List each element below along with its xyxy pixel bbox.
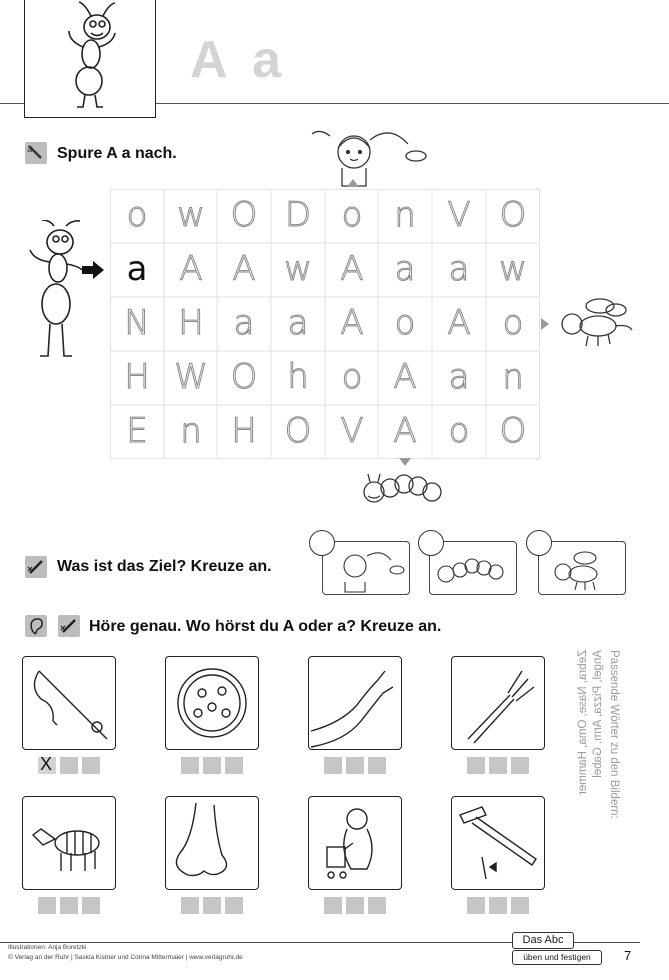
goal-checkbox-girl[interactable] xyxy=(309,530,335,556)
fly-illustration xyxy=(554,292,644,352)
grid-cell xyxy=(432,297,486,351)
grid-letter: o xyxy=(341,195,363,235)
grid-cell xyxy=(217,243,271,297)
grid-cell xyxy=(164,243,218,297)
grid-letter: A xyxy=(447,303,471,343)
fly-thumbnail xyxy=(539,542,625,594)
answer-square[interactable] xyxy=(467,897,485,914)
footer-tag-abc: Das Abc xyxy=(512,932,574,949)
grid-cell xyxy=(110,297,164,351)
grid-cell xyxy=(325,405,379,459)
fishing-rod-drawing xyxy=(23,657,115,749)
answer-square[interactable] xyxy=(324,897,342,914)
grid-letter: H xyxy=(178,303,204,343)
picture-nose xyxy=(165,796,259,890)
header-letters: A a xyxy=(190,31,287,89)
answer-square[interactable] xyxy=(203,897,221,914)
side-note-line2: Zebra, Nase, Oma, Hammer xyxy=(577,650,589,796)
grid-cell xyxy=(164,297,218,351)
task1-instruction: Spure A a nach. xyxy=(57,145,177,162)
grid-cell xyxy=(271,351,325,405)
grid-cell xyxy=(432,405,486,459)
grid-letter: o xyxy=(502,303,524,343)
arm-drawing xyxy=(309,657,401,749)
grid-cell xyxy=(271,297,325,351)
picture-fishing-rod xyxy=(22,656,116,750)
grid-letter: a xyxy=(394,249,416,289)
grid-letter: O xyxy=(230,357,258,397)
goal-option-girl[interactable] xyxy=(322,541,410,595)
grid-letter: o xyxy=(126,195,148,235)
pizza-drawing xyxy=(166,657,258,749)
start-arrow-icon xyxy=(82,261,104,284)
answer-square[interactable] xyxy=(467,757,485,774)
zebra-drawing xyxy=(23,797,115,889)
grid-cell xyxy=(432,243,486,297)
side-note xyxy=(576,650,636,835)
grid-letter: A xyxy=(393,411,417,451)
answer-square[interactable] xyxy=(346,897,364,914)
letter-grid xyxy=(110,189,540,459)
answer-square[interactable] xyxy=(489,897,507,914)
ant-picture-frame xyxy=(24,0,156,118)
grid-cell xyxy=(378,405,432,459)
grid-letter: w xyxy=(284,249,312,289)
cross-mark: X xyxy=(40,754,53,774)
answer-squares xyxy=(181,757,243,774)
grid-letter: a xyxy=(448,357,470,397)
top-arrow-icon xyxy=(347,179,359,187)
answer-squares xyxy=(467,897,529,914)
fork-drawing xyxy=(452,657,544,749)
grid-letter: A xyxy=(340,249,364,289)
footer-tag-practice: üben und festigen xyxy=(512,950,602,965)
answer-squares xyxy=(38,754,100,774)
grid-letter: a xyxy=(448,249,470,289)
grid-cell xyxy=(378,351,432,405)
ear-icon xyxy=(25,615,47,637)
picture-grandma xyxy=(308,796,402,890)
page-number: 7 xyxy=(624,948,632,963)
answer-square[interactable] xyxy=(38,897,56,914)
grid-cell xyxy=(271,243,325,297)
goal-option-fly[interactable] xyxy=(538,541,626,595)
grid-letter: E xyxy=(126,411,148,451)
grid-cell xyxy=(164,405,218,459)
pencil-icon xyxy=(25,142,47,164)
grid-letter: o xyxy=(394,303,416,343)
grid-letter: V xyxy=(447,195,471,235)
grid-cell xyxy=(378,297,432,351)
svg-text:a: a xyxy=(27,145,33,155)
answer-square[interactable] xyxy=(489,757,507,774)
grid-cell xyxy=(486,297,540,351)
ant-left-illustration xyxy=(24,220,84,365)
pen-icon-2 xyxy=(58,615,80,637)
grid-letter: H xyxy=(124,357,150,397)
answer-squares xyxy=(38,897,100,914)
grid-cell xyxy=(486,189,540,243)
side-note-line1: Angel, Pizza, Arm, Gabel xyxy=(592,650,604,778)
footer-copyright: © Verlag an der Ruhr | Saskia Kistner und Corina Mittermaier | www.verlagruhr.de xyxy=(8,954,243,961)
grid-letter: o xyxy=(341,357,363,397)
grid-letter: n xyxy=(394,195,416,235)
answer-square[interactable] xyxy=(82,897,100,914)
grid-letter: A xyxy=(232,249,256,289)
grid-letter: H xyxy=(231,411,257,451)
grid-letter: h xyxy=(287,357,309,397)
answer-square[interactable] xyxy=(511,897,529,914)
grid-letter: n xyxy=(180,411,202,451)
grid-cell xyxy=(432,351,486,405)
grid-letter: w xyxy=(499,249,527,289)
pen-icon xyxy=(25,556,47,578)
answer-squares xyxy=(181,897,243,914)
picture-hammer xyxy=(451,796,545,890)
grid-letter: n xyxy=(502,357,524,397)
task3-instruction: Höre genau. Wo hörst du A oder a? Kreuze an. xyxy=(89,618,442,635)
picture-pizza xyxy=(165,656,259,750)
grid-letter-example: a xyxy=(126,249,148,289)
grid-letter: O xyxy=(499,411,527,451)
answer-squares xyxy=(467,757,529,774)
nose-drawing xyxy=(166,797,258,889)
grid-letter: D xyxy=(284,195,312,235)
answer-square[interactable] xyxy=(60,757,78,774)
caterpillar-thumbnail xyxy=(430,542,516,594)
grid-cell xyxy=(271,405,325,459)
grid-cell xyxy=(325,351,379,405)
grid-letter: O xyxy=(499,195,527,235)
grid-letter: o xyxy=(448,411,470,451)
grid-cell xyxy=(217,297,271,351)
answer-square[interactable] xyxy=(181,757,199,774)
footer-illustrations: Illustrationen: Anja Boretzki xyxy=(8,944,87,951)
picture-arm xyxy=(308,656,402,750)
answer-square[interactable] xyxy=(82,757,100,774)
grid-cell xyxy=(164,189,218,243)
ant-illustration xyxy=(25,0,155,117)
answer-square[interactable] xyxy=(324,757,342,774)
grid-cell xyxy=(164,351,218,405)
answer-square[interactable] xyxy=(225,757,243,774)
answer-square[interactable] xyxy=(368,757,386,774)
answer-square[interactable] xyxy=(38,754,56,774)
picture-zebra xyxy=(22,796,116,890)
grid-letter: a xyxy=(287,303,309,343)
grandma-drawing xyxy=(309,797,401,889)
grid-cell xyxy=(325,243,379,297)
grid-cell xyxy=(110,189,164,243)
grid-cell xyxy=(432,189,486,243)
grid-cell xyxy=(217,351,271,405)
grid-cell xyxy=(110,351,164,405)
grid-cell xyxy=(486,243,540,297)
goal-checkbox-caterpillar[interactable] xyxy=(418,530,444,556)
grid-letter: W xyxy=(174,357,208,397)
grid-letter: N xyxy=(124,303,150,343)
grid-cell xyxy=(271,189,325,243)
hammer-drawing xyxy=(452,797,544,889)
grid-letter: A xyxy=(393,357,417,397)
answer-square[interactable] xyxy=(203,757,221,774)
answer-square[interactable] xyxy=(511,757,529,774)
grid-cell xyxy=(486,405,540,459)
answer-square[interactable] xyxy=(181,897,199,914)
caterpillar-illustration xyxy=(360,470,450,512)
grid-cell xyxy=(217,405,271,459)
answer-square[interactable] xyxy=(225,897,243,914)
side-note-title: Passende Wörter zu den Bildern: xyxy=(608,650,620,819)
grid-cell xyxy=(378,189,432,243)
grid-letter: A xyxy=(179,249,203,289)
bottom-arrow-icon xyxy=(399,458,411,466)
answer-square[interactable] xyxy=(346,757,364,774)
girl-thumbnail xyxy=(323,542,409,594)
grid-cell xyxy=(378,243,432,297)
answer-squares xyxy=(324,757,386,774)
answer-squares xyxy=(324,897,386,914)
grid-letter: a xyxy=(233,303,255,343)
grid-letter: O xyxy=(230,195,258,235)
grid-letter: w xyxy=(177,195,205,235)
task2-instruction: Was ist das Ziel? Kreuze an. xyxy=(57,558,272,575)
grid-cell xyxy=(217,189,271,243)
grid-letter: O xyxy=(284,411,312,451)
grid-cell xyxy=(110,405,164,459)
grid-cell xyxy=(486,351,540,405)
grid-cell xyxy=(325,189,379,243)
answer-square[interactable] xyxy=(60,897,78,914)
right-arrow-icon xyxy=(541,318,549,330)
grid-cell xyxy=(110,243,164,297)
girl-illustration xyxy=(308,126,438,188)
grid-cell xyxy=(325,297,379,351)
goal-checkbox-fly[interactable] xyxy=(526,530,552,556)
answer-square[interactable] xyxy=(368,897,386,914)
picture-fork xyxy=(451,656,545,750)
grid-letter: V xyxy=(340,411,364,451)
grid-letter: A xyxy=(340,303,364,343)
